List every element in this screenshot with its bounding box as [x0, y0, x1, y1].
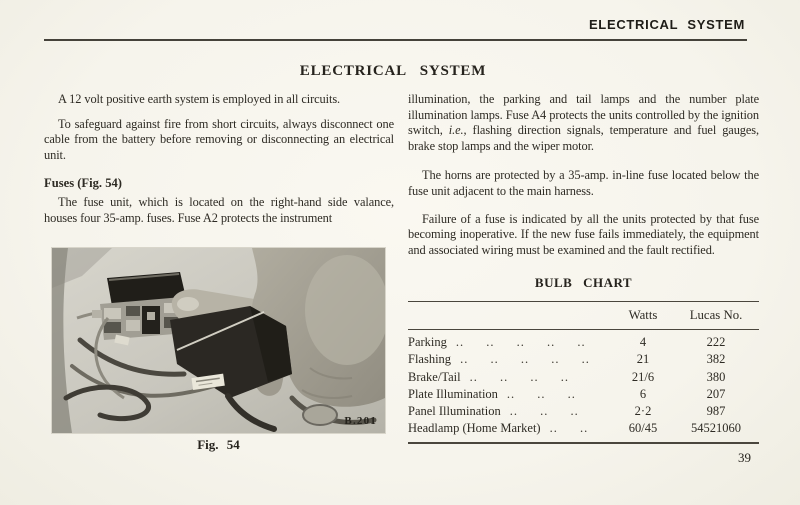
paragraph-text: illumination, the parking and tail lamps and the number plate illumination lamps. Fuse A4 protects the units controlled by the ignition switch,: [408, 92, 759, 138]
dot-leaders: .. .. .. .. ..: [455, 335, 586, 350]
bulb-watts: 21/6: [631, 369, 655, 384]
bulb-chart-table: [408, 301, 759, 444]
paragraph-safeguard: To safeguard against fire from short circuits, always disconnect one cable from the battery before removing or disconnecting an electrical unit.: [44, 116, 394, 162]
left-column: [44, 92, 394, 453]
paragraph-12volt: A 12 volt positive earth system is employed in all circuits.: [58, 92, 341, 106]
table-row-plate-illumination: [408, 386, 759, 403]
bulb-lucas-no: 380: [706, 369, 726, 384]
table-row-headlamp: [408, 420, 759, 437]
bulb-lucas-no: 987: [706, 403, 726, 418]
bulb-label: Headlamp (Home Market): [408, 421, 541, 436]
bulb-watts: 6: [639, 386, 647, 401]
dot-leaders: .. .. ..: [509, 403, 579, 418]
bulb-watts: 60/45: [628, 421, 658, 436]
bulb-label: Panel Illumination: [408, 403, 501, 418]
figure-caption: Fig. 54: [197, 437, 240, 453]
fuse-unit-photo-illustration: [52, 248, 385, 433]
dot-leaders: .. .. .. .. ..: [460, 352, 590, 367]
paragraph-illumination: [408, 92, 759, 154]
bulb-watts: 4: [639, 335, 647, 350]
paragraph-italic-ie: i.e.,: [448, 123, 467, 138]
figure-54-photo: [52, 248, 385, 433]
paragraph-fuse-unit: The fuse unit, which is located on the right-hand side valance, houses four 35-amp. fuses. Fuse A2 protects the instrument: [44, 194, 394, 225]
figure-54: [44, 248, 394, 453]
dot-leaders: .. .. ..: [506, 386, 576, 401]
bulb-lucas-no: 222: [706, 335, 726, 350]
fuses-heading: Fuses (Fig. 54): [44, 176, 123, 191]
bulb-label: Plate Illumination: [408, 386, 498, 401]
paragraph-horns: The horns are protected by a 35-amp. in-line fuse located below the fuse unit adjacent to the main harness.: [408, 168, 759, 198]
table-header-empty: [408, 307, 613, 324]
bulb-chart-heading: BULB CHART: [534, 275, 633, 291]
table-row-flashing: [408, 351, 759, 368]
table-header-lucas: Lucas No.: [689, 308, 743, 323]
bulb-lucas-no: 207: [706, 386, 726, 401]
bulb-label: Brake/Tail: [408, 369, 461, 384]
bulb-label: Flashing: [408, 352, 452, 367]
running-head: ELECTRICAL SYSTEM: [588, 17, 745, 32]
page-title: ELECTRICAL SYSTEM: [299, 63, 487, 79]
header-rule: [44, 39, 747, 41]
dot-leaders: .. .. .. ..: [469, 369, 569, 384]
table-row-brake-tail: [408, 369, 759, 386]
bulb-watts: 2·2: [634, 403, 652, 418]
table-row-panel-illumination: [408, 403, 759, 420]
dot-leaders: .. ..: [549, 421, 589, 436]
table-header-row: [408, 302, 759, 328]
right-column: [408, 92, 759, 465]
table-body: [408, 330, 759, 442]
paragraph-fuse-failure: Failure of a fuse is indicated by all the units protected by that fuse becoming inoperative. If the new fuse fails immediately, the equipment and associated wiring must be examined and the fault rectified.: [408, 211, 759, 257]
bulb-watts: 21: [636, 352, 650, 367]
page-number: 39: [738, 449, 751, 465]
bulb-lucas-no: 54521060: [691, 421, 741, 436]
bulb-label: Parking: [408, 335, 447, 350]
table-header-watts: Watts: [628, 308, 658, 323]
table-rule-bottom: [408, 442, 759, 444]
paragraph-text: flashing direction signals, temperature and fuel gauges, brake stop lamps and the wiper motor.: [408, 123, 760, 153]
photo-reference-code: B.201: [344, 414, 377, 427]
table-row-parking: [408, 334, 759, 351]
bulb-lucas-no: 382: [706, 352, 726, 367]
